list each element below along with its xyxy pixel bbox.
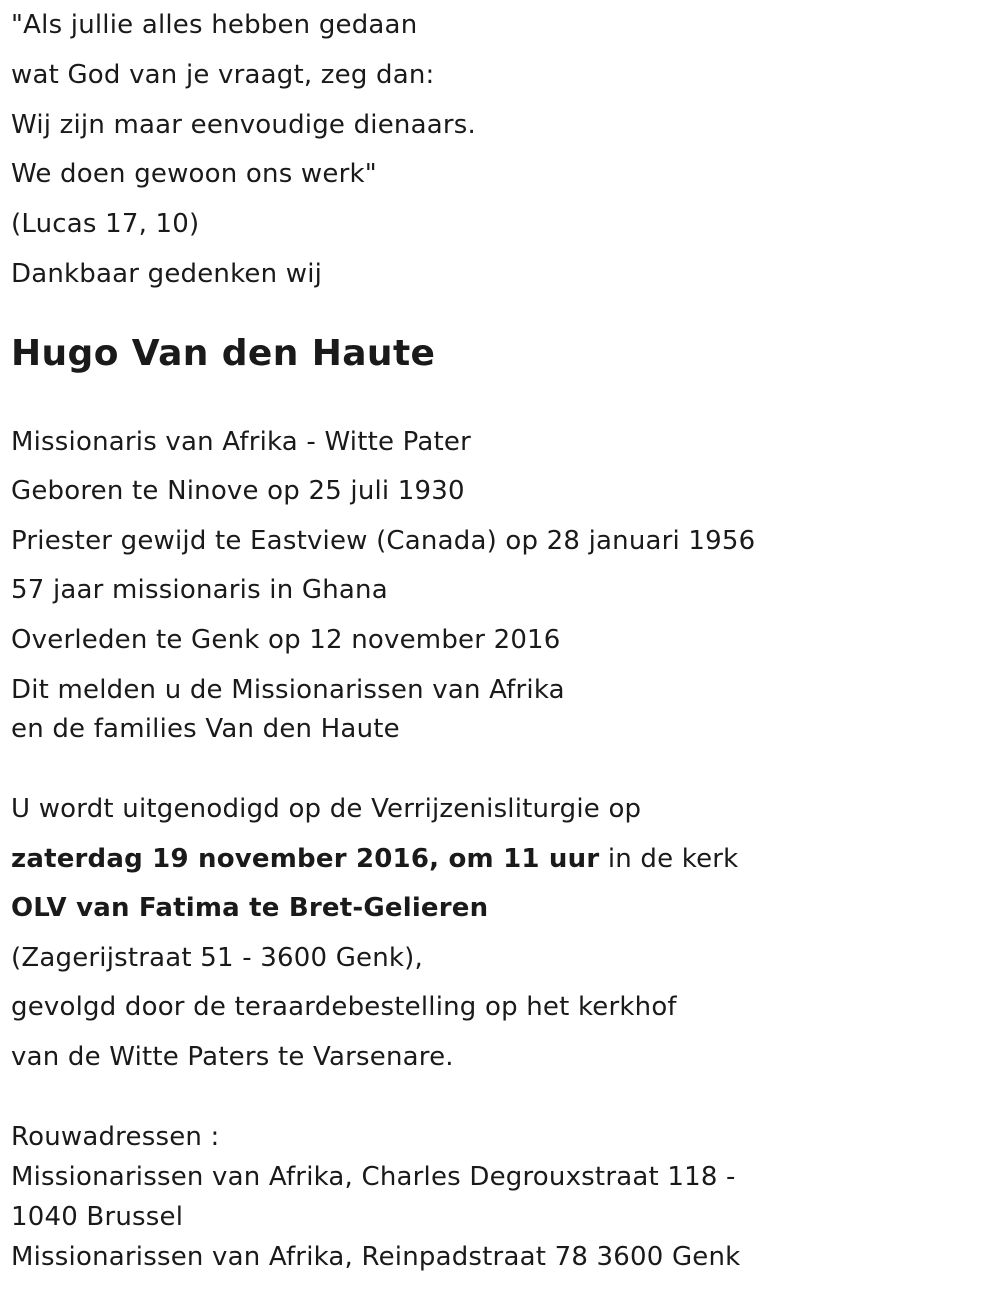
service-invite: U wordt uitgenodigd op de Verrijzenisliturgie op bbox=[11, 794, 642, 824]
quote-line-3: Wij zijn maar eenvoudige dienaars. bbox=[11, 110, 476, 140]
announced-by-line-2: en de families Van den Haute bbox=[11, 714, 400, 744]
deceased-name: Hugo Van den Haute bbox=[11, 333, 436, 374]
burial-line-1: gevolgd door de teraardebestelling op het kerkhof bbox=[11, 992, 677, 1022]
condolence-address-1-line-1: Missionarissen van Afrika, Charles Degrouxstraat 118 - bbox=[11, 1162, 736, 1192]
detail-mission: 57 jaar missionaris in Ghana bbox=[11, 575, 388, 605]
intro-text: Dankbaar gedenken wij bbox=[11, 259, 323, 289]
quote-line-4: We doen gewoon ons werk" bbox=[11, 159, 377, 189]
detail-died: Overleden te Genk op 12 november 2016 bbox=[11, 625, 561, 655]
detail-title: Missionaris van Afrika - Witte Pater bbox=[11, 427, 471, 457]
detail-ordained: Priester gewijd te Eastview (Canada) op 28 januari 1956 bbox=[11, 526, 756, 556]
condolence-address-1-line-2: 1040 Brussel bbox=[11, 1202, 184, 1232]
quote-line-1: "Als jullie alles hebben gedaan bbox=[11, 10, 418, 40]
quote-reference: (Lucas 17, 10) bbox=[11, 209, 200, 239]
service-date-line bbox=[11, 843, 738, 875]
service-date-time: zaterdag 19 november 2016, om 11 uur bbox=[11, 844, 600, 874]
service-church: OLV van Fatima te Bret-Gelieren bbox=[11, 893, 489, 923]
announced-by-line-1: Dit melden u de Missionarissen van Afrika bbox=[11, 675, 565, 705]
quote-line-2: wat God van je vraagt, zeg dan: bbox=[11, 60, 435, 90]
condolence-address-2: Missionarissen van Afrika, Reinpadstraat 78 3600 Genk bbox=[11, 1242, 741, 1272]
burial-line-2: van de Witte Paters te Varsenare. bbox=[11, 1042, 454, 1072]
service-address: (Zagerijstraat 51 - 3600 Genk), bbox=[11, 943, 423, 973]
service-church-prefix: in de kerk bbox=[599, 844, 739, 874]
condolences-heading: Rouwadressen : bbox=[11, 1122, 220, 1152]
detail-born: Geboren te Ninove op 25 juli 1930 bbox=[11, 476, 465, 506]
